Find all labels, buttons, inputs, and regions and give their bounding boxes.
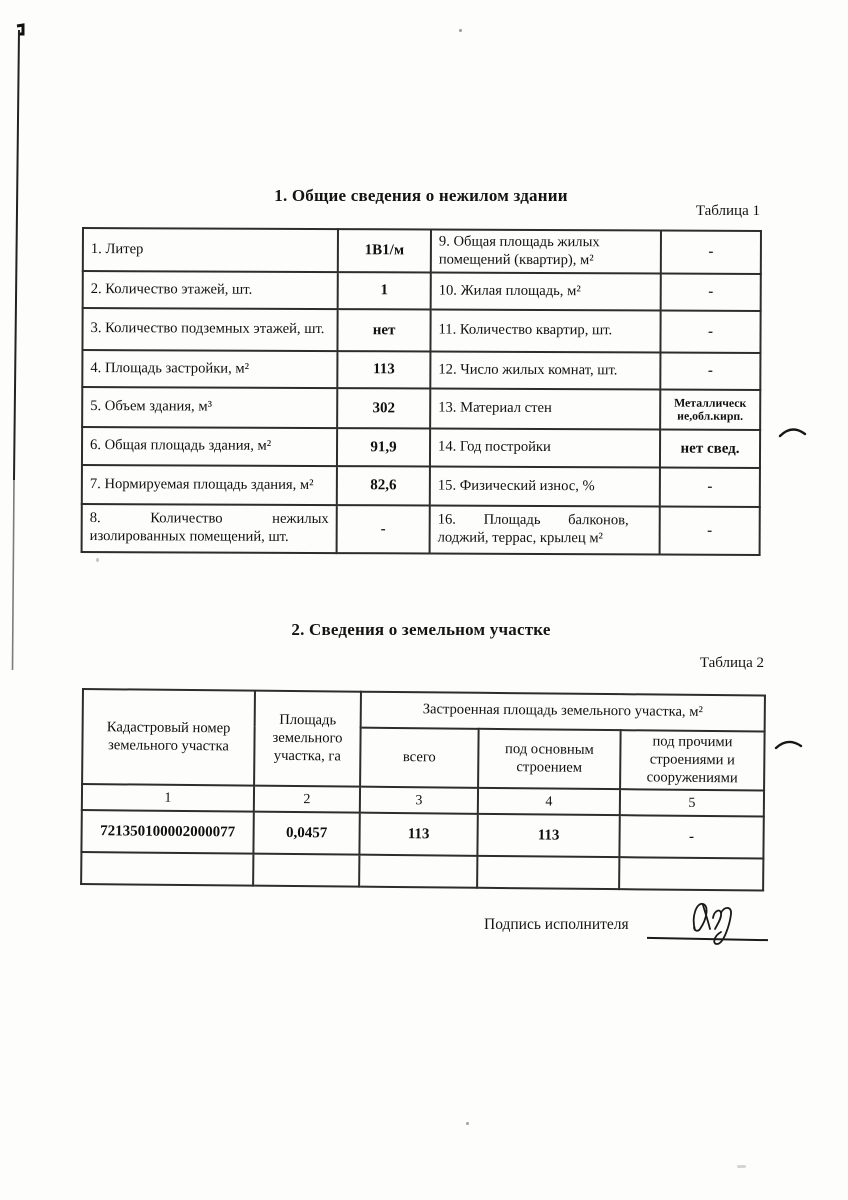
attr-value: 91,9 (337, 428, 430, 466)
built-total-value: 113 (359, 813, 477, 856)
attr-value: - (660, 468, 760, 507)
table-row (83, 228, 761, 274)
plot-area-value: 0,0457 (253, 812, 359, 855)
empty-cell (359, 855, 477, 888)
attr-label: 14. Год постройки (430, 429, 660, 468)
column-header-built-area-group: Застроенная площадь земельного участка, м² (361, 692, 765, 732)
table-row (83, 271, 761, 311)
table-row (82, 387, 760, 430)
column-header-total: всего (360, 728, 479, 789)
attr-label: 9. Общая площадь жилых помещений (квартир), м² (431, 230, 661, 274)
scan-curve-artifact (778, 424, 808, 440)
attr-label: 5. Объем здания, м³ (82, 387, 337, 428)
attr-label: 10. Жилая площадь, м² (431, 273, 661, 311)
attr-label: 1. Литер (83, 228, 338, 272)
attr-label: 13. Материал стен (430, 389, 660, 430)
table-row (82, 465, 760, 507)
attr-value: - (337, 505, 430, 553)
attr-label: 3. Количество подземных этажей, шт. (82, 308, 337, 351)
attr-value: 82,6 (337, 466, 430, 505)
attr-value: - (661, 274, 761, 311)
column-number: 5 (620, 790, 764, 817)
attr-label: 2. Количество этажей, шт. (83, 271, 338, 309)
table-2-caption: Таблица 2 (699, 655, 764, 671)
empty-cell (253, 854, 359, 887)
empty-row (81, 852, 763, 891)
column-number: 2 (254, 786, 360, 813)
attr-label: 6. Общая площадь здания, м² (82, 427, 337, 466)
attr-value: - (660, 311, 760, 353)
section-2-title: 2. Сведения о земельном участке (291, 620, 551, 639)
attr-value: 113 (337, 351, 430, 388)
attr-label: 7. Нормируемая площадь здания, м² (82, 465, 337, 505)
attr-value: 1В1/м (338, 229, 431, 272)
built-other-value: - (619, 816, 763, 859)
column-number: 1 (82, 784, 254, 812)
table-data-row (81, 810, 763, 859)
column-header-under-other: под прочими строениями и сооружениями (620, 730, 765, 791)
table-row (82, 427, 760, 468)
column-header-plot-area: Площадь земельного участка, га (254, 691, 361, 787)
scan-speck (737, 1165, 746, 1168)
attr-label: 11. Количество квартир, шт. (430, 310, 660, 353)
attr-value: 1 (338, 272, 431, 309)
attr-label: 16. Площадь балконов, лоджий, террас, крылец м² (430, 506, 660, 555)
attr-value: нет свед. (660, 430, 760, 468)
column-number: 4 (478, 788, 620, 815)
cadastral-number-value: 721350100002000077 (81, 810, 253, 854)
column-header-under-main: под основным строением (478, 729, 621, 790)
section-1-title: 1. Общие сведения о нежилом здании (274, 186, 568, 205)
empty-cell (619, 858, 763, 891)
empty-cell (81, 852, 253, 886)
attr-value: Металлическ ие,обл.кирп. (660, 390, 760, 430)
scan-speck (466, 1122, 469, 1125)
empty-cell (477, 856, 619, 889)
table-header-row (83, 689, 765, 732)
attr-value: нет (337, 309, 430, 351)
attr-label: 12. Число жилых комнат, шт. (430, 352, 660, 390)
building-info-table (81, 227, 762, 556)
column-number: 3 (360, 787, 478, 814)
attr-label: 15. Физический износ, % (430, 467, 660, 507)
attr-value: - (660, 353, 760, 390)
scan-curve-artifact (774, 736, 804, 752)
attr-label: 8. Количество нежилых изолированных помещений, шт. (82, 504, 337, 553)
attr-label: 4. Площадь застройки, м² (82, 350, 337, 388)
signature-label: Подпись исполнителя (484, 916, 629, 933)
table-row (82, 504, 760, 555)
scan-speck (459, 29, 462, 32)
built-main-value: 113 (477, 814, 619, 857)
scan-speck (96, 558, 99, 562)
land-plot-table (80, 688, 766, 892)
table-1-caption: Таблица 1 (695, 203, 760, 219)
scan-edge-line-artifact (0, 18, 36, 698)
building-info-table-wrapper (81, 227, 762, 556)
attr-value: 302 (337, 388, 430, 428)
attr-value: - (661, 231, 761, 274)
column-header-cadastral: Кадастровый номер земельного участка (82, 689, 255, 786)
attr-value: - (660, 507, 760, 555)
handwritten-signature (688, 899, 742, 951)
land-plot-table-wrapper (80, 688, 766, 892)
table-row (82, 308, 760, 353)
table-row (82, 350, 760, 390)
